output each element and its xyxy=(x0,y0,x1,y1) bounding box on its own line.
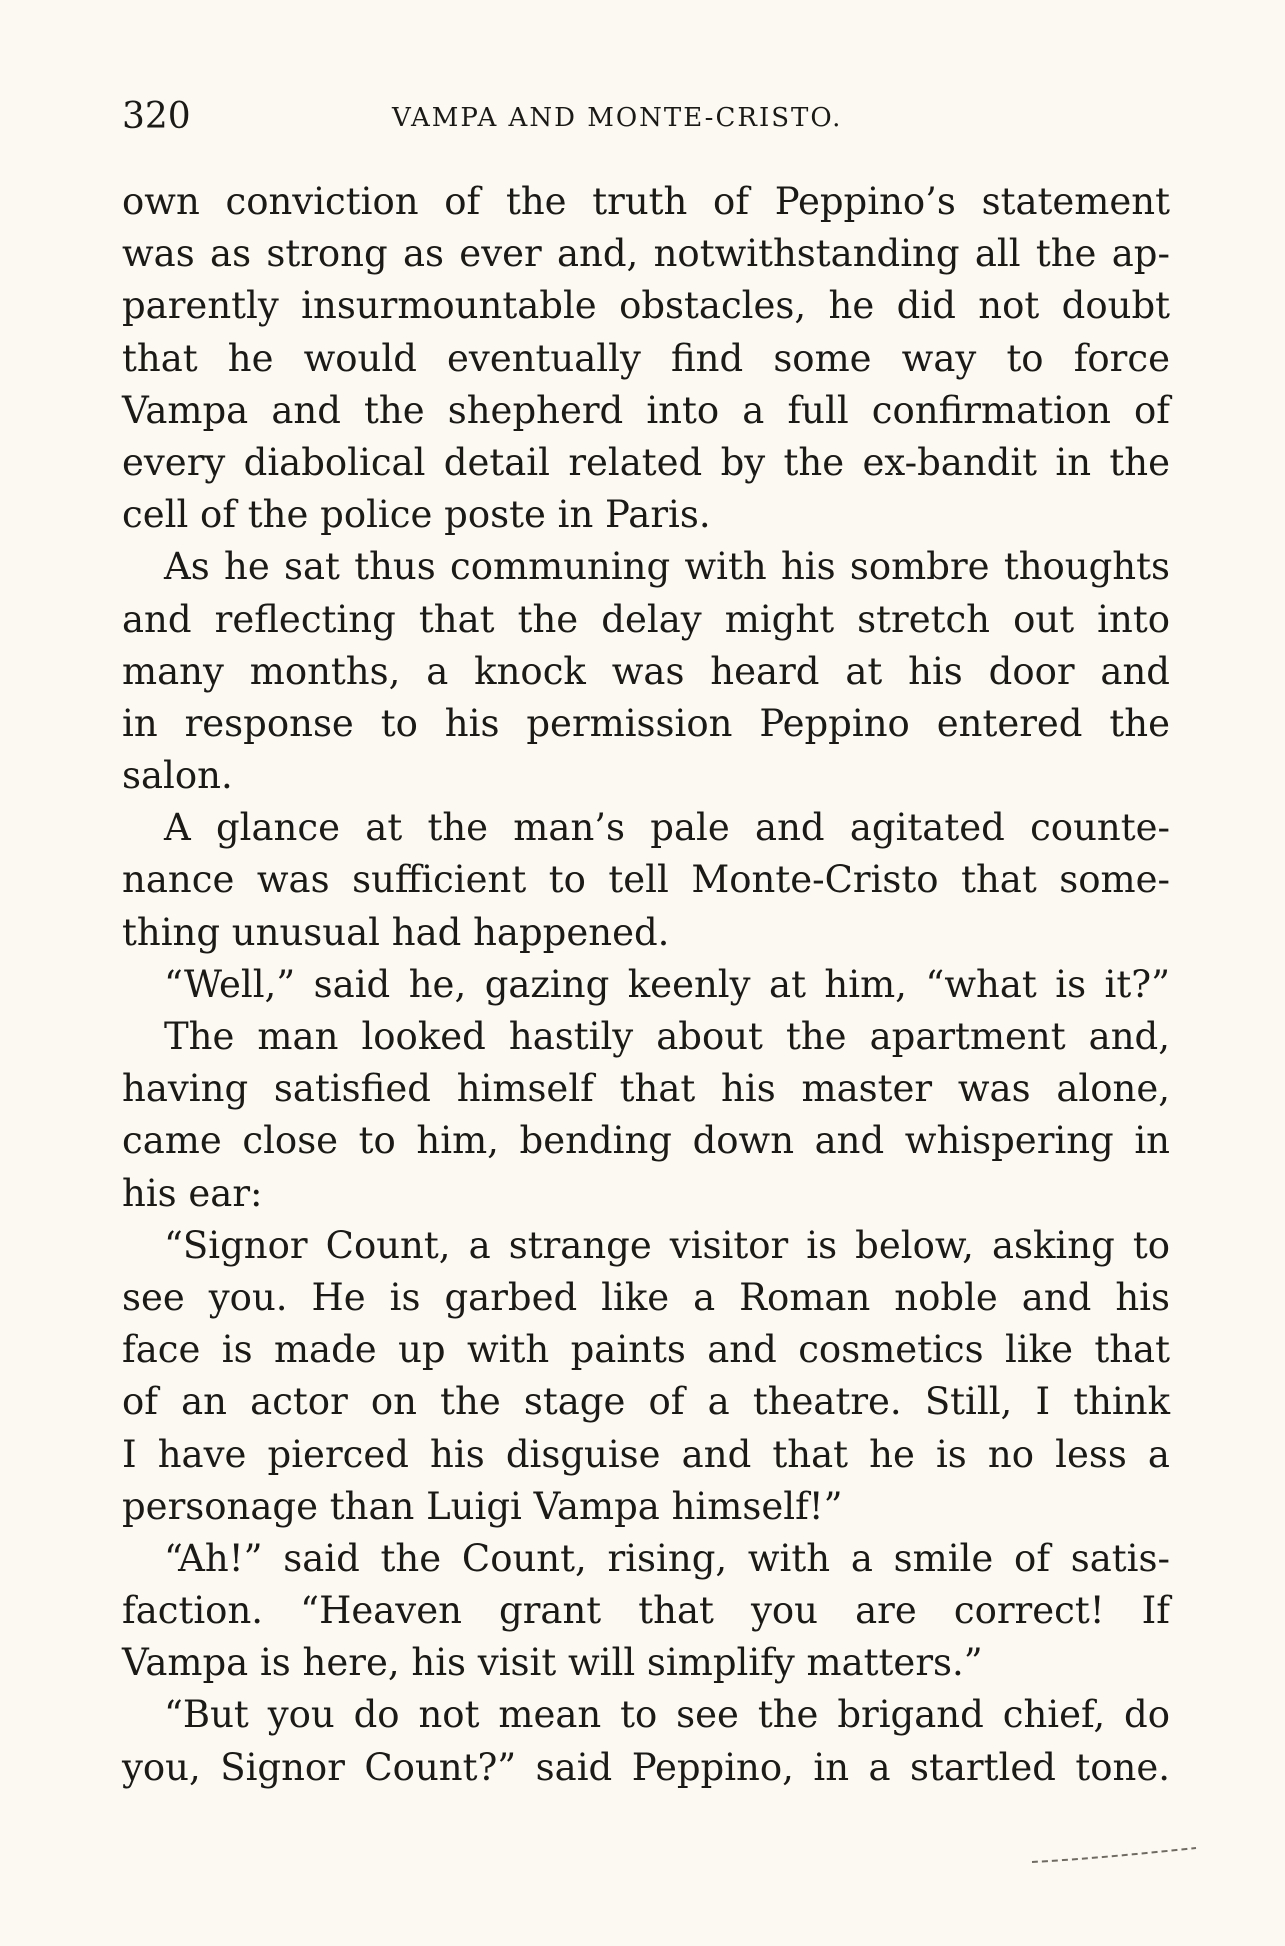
text-line: The man looked hastily about the apartment and, xyxy=(164,1015,1170,1058)
text-line: every diabolical detail related by the ex-bandit in the xyxy=(122,440,1170,484)
ink-smudge xyxy=(1030,1846,1198,1866)
text-line: A glance at the man’s pale and agitated counte- xyxy=(164,806,1170,850)
text-line: of an actor on the stage of a theatre. Still, I think xyxy=(122,1380,1170,1424)
text-line: nance was sufficient to tell Monte-Cristo that some- xyxy=(122,858,1170,902)
text-line: was as strong as ever and, notwithstanding all the ap- xyxy=(122,232,1170,276)
text-line: came close to him, bending down and whispering in xyxy=(122,1119,1170,1163)
text-line: see you. He is garbed like a Roman noble and his xyxy=(122,1275,1170,1319)
body-text xyxy=(122,176,1170,1794)
text-line: you, Signor Count?” said Peppino, in a startled tone. xyxy=(122,1745,1170,1789)
text-line: “Signor Count, a strange visitor is below, asking to xyxy=(164,1223,1170,1267)
text-line: parently insurmountable obstacles, he did not doubt xyxy=(122,284,1170,328)
text-line: Vampa is here, his visit will simplify matters.” xyxy=(122,1641,983,1685)
text-line: “But you do not mean to see the brigand chief, do xyxy=(164,1693,1170,1737)
text-line: Vampa and the shepherd into a full confirmation of xyxy=(122,388,1170,432)
text-line: faction. “Heaven grant that you are correct! If xyxy=(122,1589,1170,1633)
text-line: As he sat thus communing with his sombre thoughts xyxy=(164,545,1170,589)
text-line: I have pierced his disguise and that he is no less a xyxy=(122,1432,1170,1476)
running-head xyxy=(122,92,1170,142)
text-line: many months, a knock was heard at his door and xyxy=(122,649,1170,693)
text-line: “Well,” said he, gazing keenly at him, “what is it?” xyxy=(164,962,1170,1006)
text-line: thing unusual had happened. xyxy=(122,910,670,954)
page-number: 320 xyxy=(122,96,191,137)
text-line: having satisfied himself that his master was alone, xyxy=(122,1067,1170,1111)
text-line: and reflecting that the delay might stretch out into xyxy=(122,597,1170,641)
text-line: “Ah!” said the Count, rising, with a smile of satis- xyxy=(164,1536,1170,1580)
text-line: salon. xyxy=(122,754,233,798)
text-line: in response to his permission Peppino entered the xyxy=(122,701,1170,745)
running-title: VAMPA AND MONTE-CRISTO. xyxy=(392,103,843,133)
text-line: that he would eventually find some way to force xyxy=(122,336,1170,380)
text-line: personage than Luigi Vampa himself!” xyxy=(122,1484,843,1528)
text-line: own conviction of the truth of Peppino’s statement xyxy=(122,180,1170,223)
text-line: his ear: xyxy=(122,1171,263,1215)
text-line: face is made up with paints and cosmetics like that xyxy=(122,1328,1170,1372)
text-line: cell of the police poste in Paris. xyxy=(122,493,711,537)
